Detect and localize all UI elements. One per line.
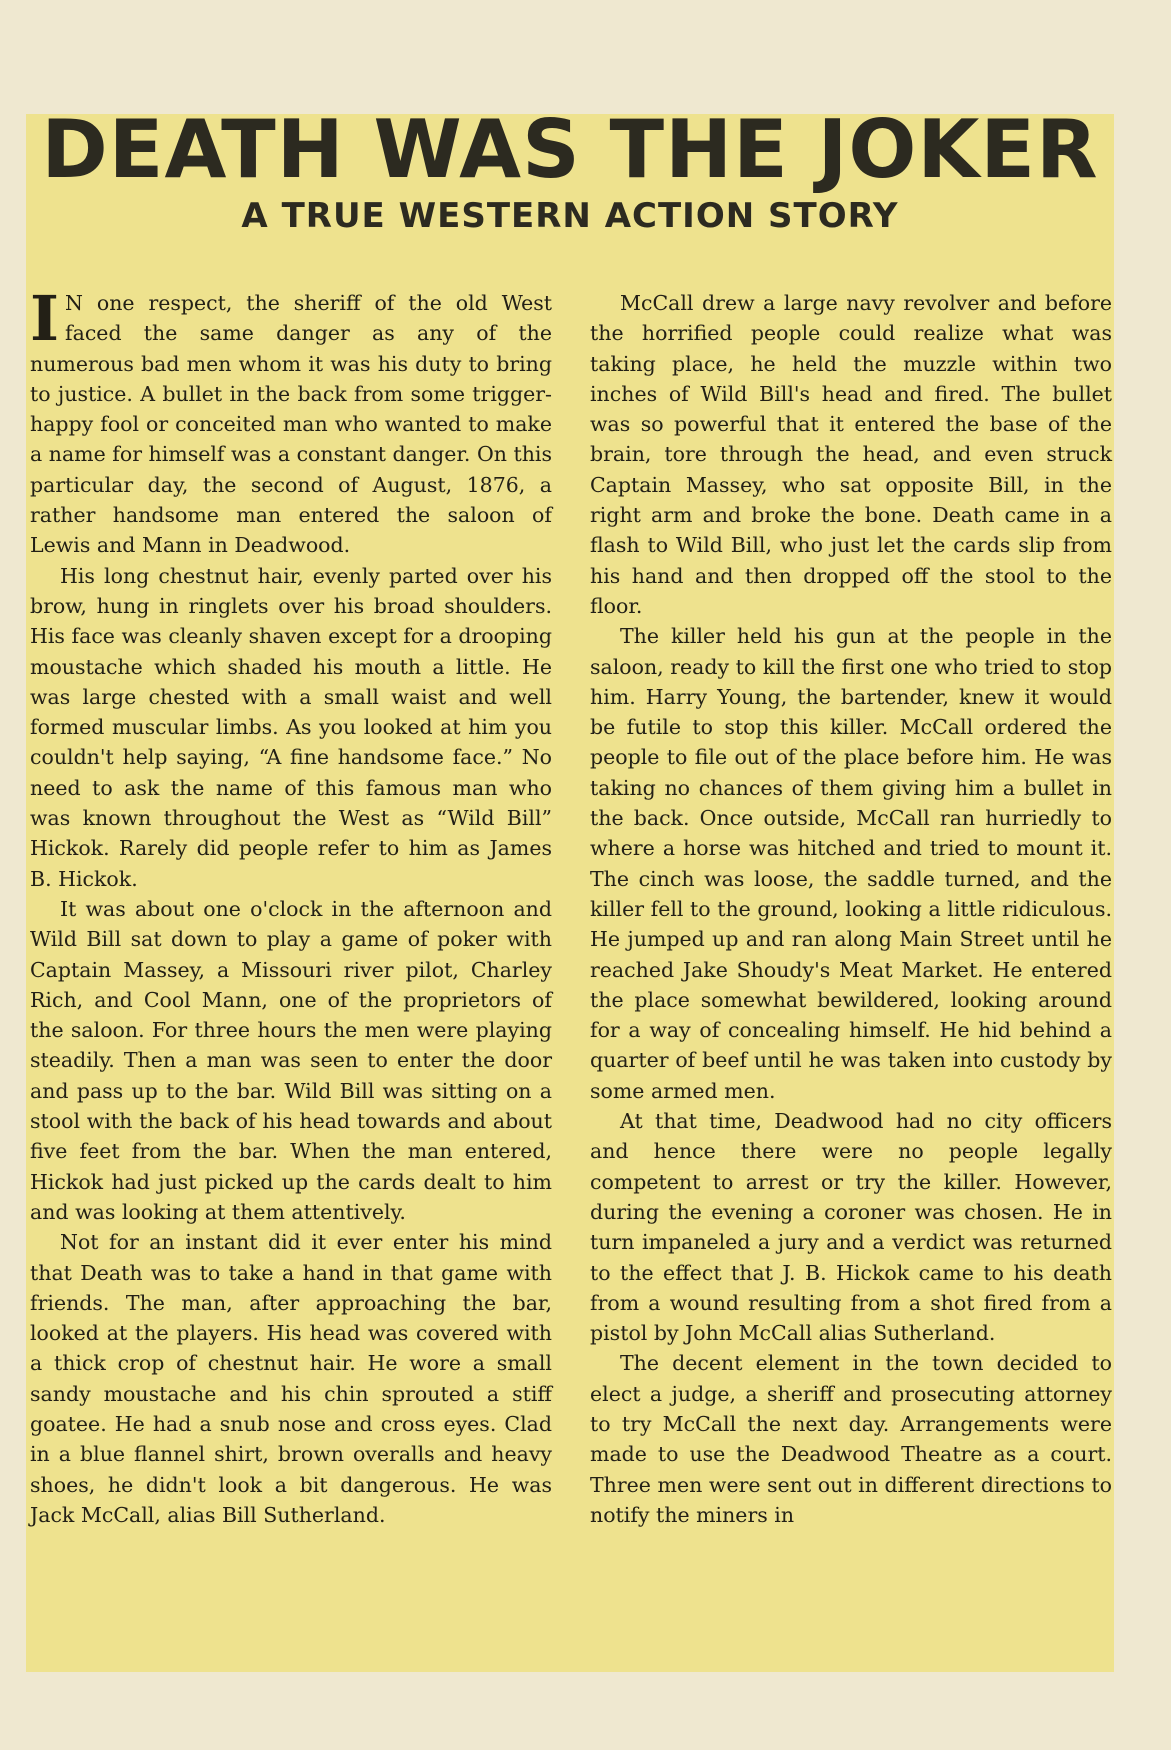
right-column bbox=[590, 288, 1112, 1530]
paragraph-5: McCall drew a large navy revolver and before the horrified people could realize what was taking place, he held the muzzle within two inches of Wild Bill's head and fired. The bullet was so powerful that it entered the base of the brain, tore through the head, and even struck Captain Massey, who sat opposite Bill, in the right arm and broke the bone. Death came in a flash to Wild Bill, who just let the cards slip from his hand and then dropped off the stool to the floor. bbox=[590, 291, 1112, 618]
paragraph-3: It was about one o'clock in the afternoon and Wild Bill sat down to play a game of poker with Captain Massey, a Missouri river pilot, Charley Rich, and Cool Mann, one of the proprietors of the saloon. For three hours the men were playing steadily. Then a man was seen to enter the door and pass up to the bar. Wild Bill was sitting on a stool with the back of his head towards and about five feet from the bar. When the man entered, Hickok had just picked up the cards dealt to him and was looking at them attentively. bbox=[30, 896, 552, 1224]
paragraph-1-text: N one respect, the sheriff of the old West faced the same danger as any of the numerous bad men whom it was his duty to bring to justice. A bullet in the back from some trigger-happy fool or conceited man who wanted to make a name for himself was a constant danger. On this particular day, the second of August, 1876, a rather handsome man entered the saloon of Lewis and Mann in Deadwood. bbox=[30, 291, 552, 558]
story-title: DEATH WAS THE JOKER bbox=[41, 103, 1099, 196]
paragraph-8: The decent element in the town decided to elect a judge, a sheriff and prosecuting attorney to try McCall the next day. Arrangements were made to use the Deadwood Theatre as a court. Three men were sent out in different directions to notify the miners in bbox=[590, 1351, 1112, 1527]
paragraph-1 bbox=[30, 282, 552, 561]
paragraph-7: At that time, Deadwood had no city officers and hence there were no people legally competent to arrest or try the killer. However, during the evening a coroner was chosen. He in turn impaneled a jury and a verdict was returned to the effect that J. B. Hickok came to his death from a wound resulting from a shot fired from a pistol by John McCall alias Sutherland. bbox=[590, 1109, 1112, 1346]
paragraph-4: Not for an instant did it ever enter his mind that Death was to take a hand in that game with friends. The man, after approaching the bar, looked at the players. His head was covered with a thick crop of chestnut hair. He wore a small sandy moustache and his chin sprouted a stiff goatee. He had a snub nose and cross eyes. Clad in a blue flannel shirt, brown overalls and heavy shoes, he didn't look a bit dangerous. He was Jack McCall, alias Bill Sutherland. bbox=[30, 1230, 552, 1527]
paragraph-6: The killer held his gun at the people in the saloon, ready to kill the first one who tried to stop him. Harry Young, the bartender, knew it would be futile to stop this killer. McCall ordered the people to file out of the place before him. He was taking no chances of them giving him a bullet in the back. Once outside, McCall ran hurriedly to where a horse was hitched and tried to mount it. The cinch was loose, the saddle turned, and the killer fell to the ground, looking a little ridiculous. He jumped up and ran along Main Street until he reached Jake Shoudy's Meat Market. He entered the place somewhat bewildered, looking around for a way of concealing himself. He hid behind a quarter of beef until he was taken into custody by some armed men. bbox=[590, 624, 1112, 1103]
left-column bbox=[30, 282, 552, 1530]
drop-cap: I bbox=[30, 282, 60, 355]
paragraph-2: His long chestnut hair, evenly parted over his brow, hung in ringlets over his broad shoulders. His face was cleanly shaven except for a drooping moustache which shaded his mouth a little. He was large chested with a small waist and well formed muscular limbs. As you looked at him you couldn't help saying, “A fine handsome face.” No need to ask the name of this famous man who was known throughout the West as “Wild Bill” Hickok. Rarely did people refer to him as James B. Hickok. bbox=[30, 563, 552, 891]
story-subtitle: A TRUE WESTERN ACTION STORY bbox=[241, 196, 899, 236]
